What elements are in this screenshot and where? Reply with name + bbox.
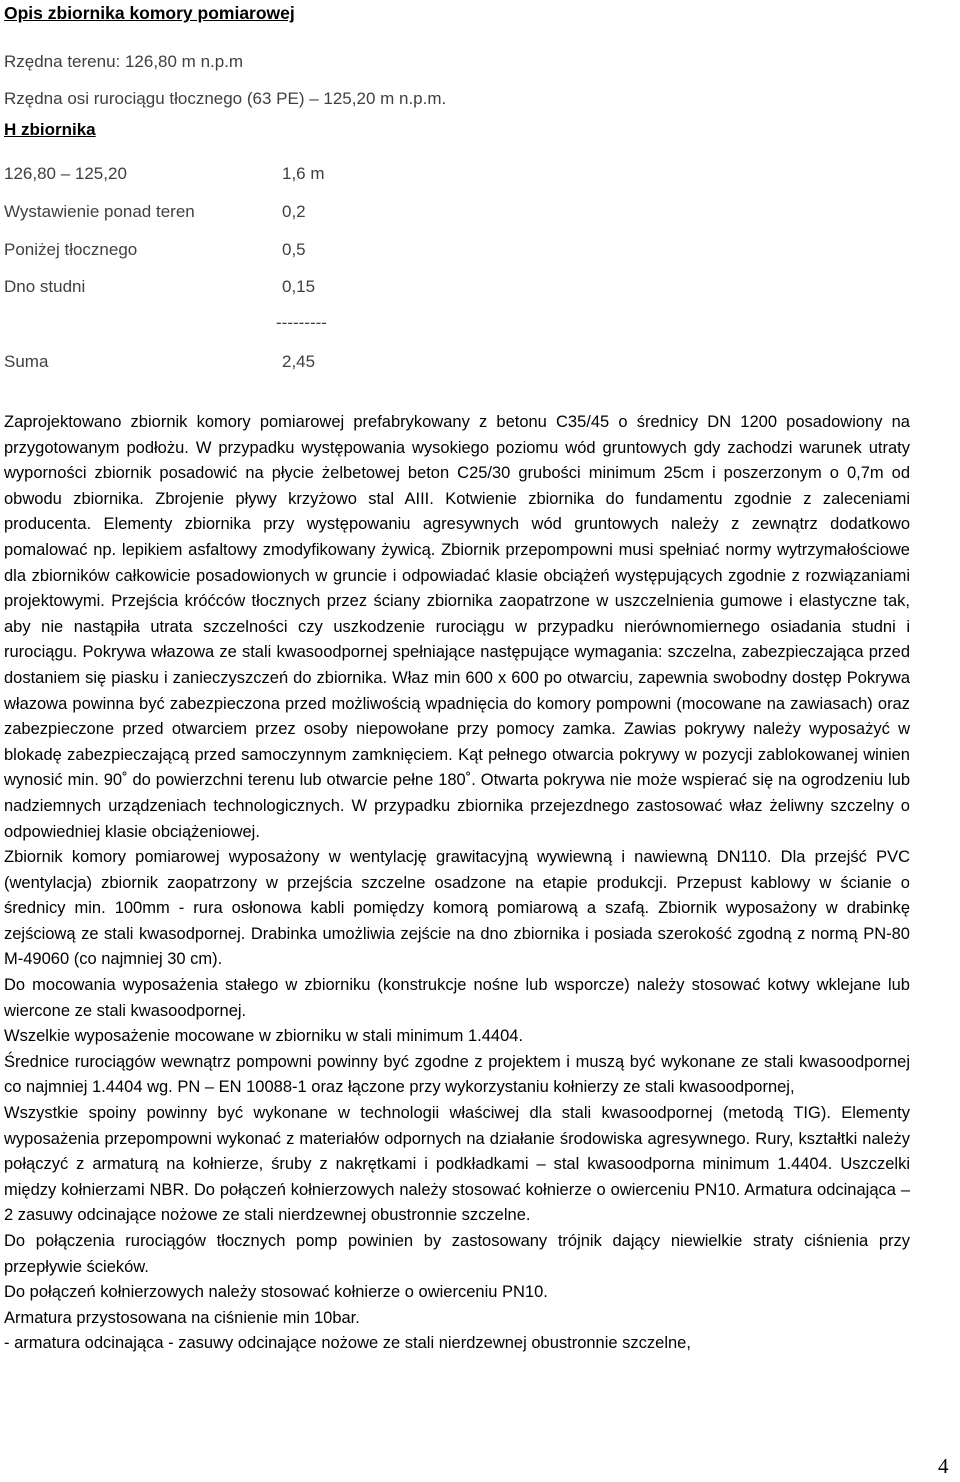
- calc-sum-label: Suma: [4, 352, 49, 371]
- calc-separator: ---------: [276, 313, 327, 332]
- paragraph-shutoff-valves: - armatura odcinająca - zasuwy odcinające nożowe ze stali nierdzewnej obustronnie szczelne,: [4, 1334, 691, 1353]
- calc-row-label: Poniżej tłocznego: [4, 240, 138, 259]
- paragraph-welds: Wszystkie spoiny powinny być wykonane w technologii właściwej dla stali kwasoodpornej (metodą TIG). Elementy wyposażenia przepompowni wykonać z materiałów odpornych na działanie środowiska agresywnego. Rury, kształtki należy połączyć z armaturą na kołnierze, śruby z nakrętkami i podkładkami – stal kwasoodporna minimum 1.4404. Uszczelki między kołnierzami NBR. Do połączeń kołnierzowych należy stosować kołnierze o owierceniu PN10. Armatura odcinająca – 2 zasuwy odcinające nożowe ze stali nierdzewnej obustronnie szczelne.: [4, 1104, 910, 1225]
- paragraph-tee-connection: Do połączenia rurociągów tłocznych pomp powinien by zastosowany trójnik dający niewielkie straty ciśnienia przy przepływie ścieków.: [4, 1232, 910, 1276]
- calc-row-label: 126,80 – 125,20: [4, 164, 127, 183]
- calc-row-value: 0,2: [282, 202, 306, 221]
- calc-heading: H zbiornika: [4, 120, 96, 139]
- calc-row-label: Wystawienie ponad teren: [4, 202, 195, 221]
- body-text: [4, 410, 910, 1357]
- calc-row-value: 0,5: [282, 240, 306, 259]
- calc-row-value: 1,6 m: [282, 164, 325, 183]
- page-number: 4: [938, 1454, 949, 1478]
- pipe-axis-elevation: Rzędna osi rurociągu tłocznego (63 PE) – 125,20 m n.p.m.: [4, 89, 447, 108]
- paragraph-ventilation: Zbiornik komory pomiarowej wyposażony w wentylację grawitacyjną wywiewną i nawiewną DN110. Dla przejść PVC (wentylacja) zbiornik zaopatrzony w przejścia szczelne osadzone na etapie produkcji. Przepust kablowy w ścianie o średnicy min. 100mm - rura osłonowa kabli pomiędzy komorą pomiarową a szafą. Zbiornik wyposażony w drabinkę zejściową ze stali kwasodpornej. Drabinka umożliwia zejście na dno zbiornika i posiada szerokość zgodną z normą PN-80 M-49060 (co najmniej 30 cm).: [4, 848, 910, 969]
- paragraph-pressure: Armatura przystosowana na ciśnienie min 10bar.: [4, 1308, 360, 1327]
- paragraph-anchoring: Do mocowania wyposażenia stałego w zbiorniku (konstrukcje nośne lub wsporcze) należy stosować kotwy wklejane lub wiercone ze stali kwasoodpornej.: [4, 976, 910, 1020]
- document-title: Opis zbiornika komory pomiarowej: [4, 3, 295, 23]
- paragraph-equipment-steel: Wszelkie wyposażenie mocowane w zbiorniku w stali minimum 1.4404.: [4, 1027, 524, 1046]
- calc-sum-value: 2,45: [282, 352, 316, 371]
- calc-row-value: 0,15: [282, 277, 316, 296]
- paragraph-pipe-diameters: Średnice rurociągów wewnątrz pompowni powinny być zgodne z projektem i muszą być wykonane ze stali kwasoodpornej co najmniej 1.4404 wg. PN – EN 10088-1 oraz łączone przy wykorzystaniu kołnierzy ze stali kwasoodpornej,: [4, 1052, 910, 1097]
- calc-row-label: Dno studni: [4, 277, 86, 296]
- paragraph-flanges: Do połączeń kołnierzowych należy stosować kołnierze o owierceniu PN10.: [4, 1283, 548, 1302]
- paragraph-tank-design: Zaprojektowano zbiornik komory pomiarowej prefabrykowany z betonu C35/45 o średnicy DN 1200 posadowiony na przygotowanym podłożu. W przypadku występowania wysokiego poziomu wód gruntowych gdy zachodzi warunek utraty wyporności zbiornik posadowić na płycie żelbetowej beton C25/30 grubości minimum 25cm i poszerzonym o 0,7m od obwodu zbiornika. Zbrojenie pływy krzyżowo stal AIII. Kotwienie zbiornika do fundamentu zgodnie z zaleceniami producenta. Elementy zbiornika przy występowaniu agresywnych wód gruntowych należy z zewnątrz dodatkowo pomalować np. lepikiem asfaltowy zmodyfikowany żywicą. Zbiornik przepompowni musi spełniać normy wytrzymałościowe dla zbiorników całkowicie posadowionych w gruncie i odpowiadać klasie obciążeń występujących zgodnie z rozwiązaniami projektowymi. Przejścia króćców tłocznych przez ściany zbiornika zaopatrzone w uszczelnienia gumowe i elastyczne tak, aby nie nastąpiła utrata szczelności czy uszkodzenie rurociągu w przypadku nierównomiernego osiadania studni i rurociągu. Pokrywa włazowa ze stali kwasoodpornej spełniające następujące wymagania: szczelna, zabezpieczająca przed dostaniem się piasku i zanieczyszczeń do zbiornika. Właz min 600 x 600 po otwarciu, zapewnia swobodny dostęp Pokrywa włazowa powinna być zabezpieczona przed możliwością wpadnięcia do komory pompowni (mocowane na zawiasach) oraz zabezpieczone przed otwarciem przez osoby niepowołane przy pomocy zamka. Zawias pokrywy należy wyposażyć w blokadę zabezpieczającą przed samoczynnym zamknięciem. Kąt pełnego otwarcia pokrywy w pozycji zablokowanej winien wynosić min. 90˚ do powierzchni terenu lub otwarcie pełne 180˚. Otwarta pokrywa nie może wspierać się na ogrodzeniu lub nadziemnych urządzeniach technologicznych. W przypadku zbiornika przejezdnego zastosować właz żeliwny szczelny o odpowiedniej klasie obciążeniowej.: [4, 413, 910, 841]
- terrain-elevation: Rzędna terenu: 126,80 m n.p.m: [4, 52, 244, 71]
